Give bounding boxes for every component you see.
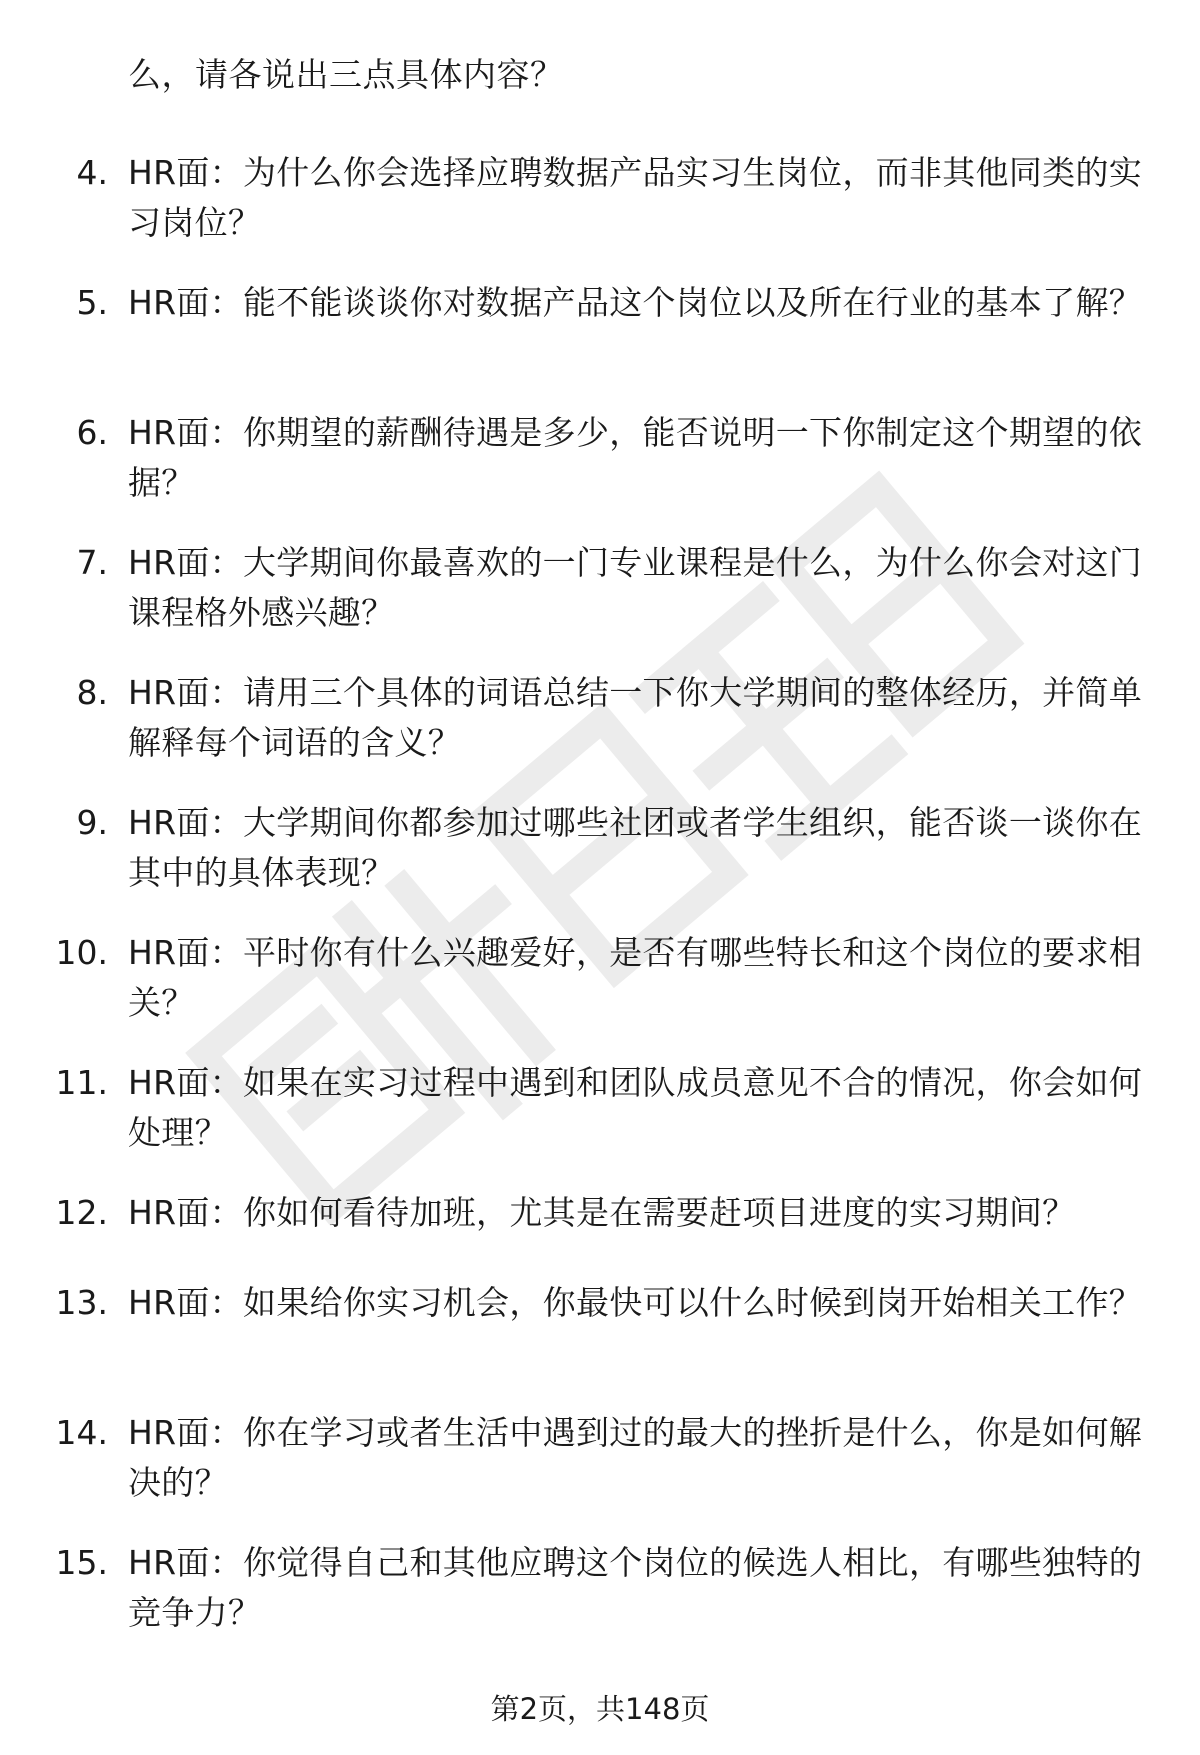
question-number: 11. <box>55 1063 108 1102</box>
question-number: 4. <box>76 153 108 192</box>
question-text: HR面：你期望的薪酬待遇是多少，能否说明一下你制定这个期望的依据？ <box>128 413 1143 502</box>
question-text: HR面：如果给你实习机会，你最快可以什么时候到岗开始相关工作？ <box>128 1283 1143 1322</box>
question-number: 9. <box>76 803 108 842</box>
question-number: 12. <box>55 1193 108 1232</box>
question-number: 14. <box>55 1413 108 1452</box>
list-item <box>0 660 1200 790</box>
question-text: HR面：大学期间你都参加过哪些社团或者学生组织，能否谈一谈你在其中的具体表现？ <box>128 803 1143 892</box>
list-item <box>0 1050 1200 1180</box>
question-text: HR面：为什么你会选择应聘数据产品实习生岗位，而非其他同类的实习岗位？ <box>128 153 1143 242</box>
list-item <box>0 1400 1200 1530</box>
question-number: 6. <box>76 413 108 452</box>
list-item <box>0 1270 1200 1400</box>
list-item <box>0 270 1200 400</box>
list-item <box>0 530 1200 660</box>
list-item <box>0 1180 1200 1270</box>
list-item <box>0 790 1200 920</box>
question-text: HR面：大学期间你最喜欢的一门专业课程是什么，为什么你会对这门课程格外感兴趣？ <box>128 543 1143 632</box>
continued-question-line: 么，请各说出三点具体内容？ <box>128 55 564 94</box>
question-text: HR面：能不能谈谈你对数据产品这个岗位以及所在行业的基本了解？ <box>128 283 1143 322</box>
question-number: 13. <box>55 1283 108 1322</box>
list-item <box>0 1530 1200 1660</box>
question-text: HR面：你觉得自己和其他应聘这个岗位的候选人相比，有哪些独特的竞争力？ <box>128 1543 1143 1632</box>
question-text: HR面：平时你有什么兴趣爱好，是否有哪些特长和这个岗位的要求相关？ <box>128 933 1143 1022</box>
question-text: HR面：如果在实习过程中遇到和团队成员意见不合的情况，你会如何处理？ <box>128 1063 1143 1152</box>
question-number: 15. <box>55 1543 108 1582</box>
question-number: 10. <box>55 933 108 972</box>
list-item <box>0 920 1200 1050</box>
question-number: 7. <box>76 543 108 582</box>
question-text: HR面：你在学习或者生活中遇到过的最大的挫折是什么，你是如何解决的？ <box>128 1413 1143 1502</box>
question-number: 8. <box>76 673 108 712</box>
question-text: HR面：你如何看待加班，尤其是在需要赶项目进度的实习期间？ <box>128 1193 1076 1232</box>
page-number-footer: 第2页，共148页 <box>490 1692 710 1726</box>
question-list <box>0 140 1200 1660</box>
question-text: HR面：请用三个具体的词语总结一下你大学期间的整体经历，并简单解释每个词语的含义？ <box>128 673 1143 762</box>
question-number: 5. <box>76 283 108 322</box>
list-item <box>0 400 1200 530</box>
list-item <box>0 140 1200 270</box>
